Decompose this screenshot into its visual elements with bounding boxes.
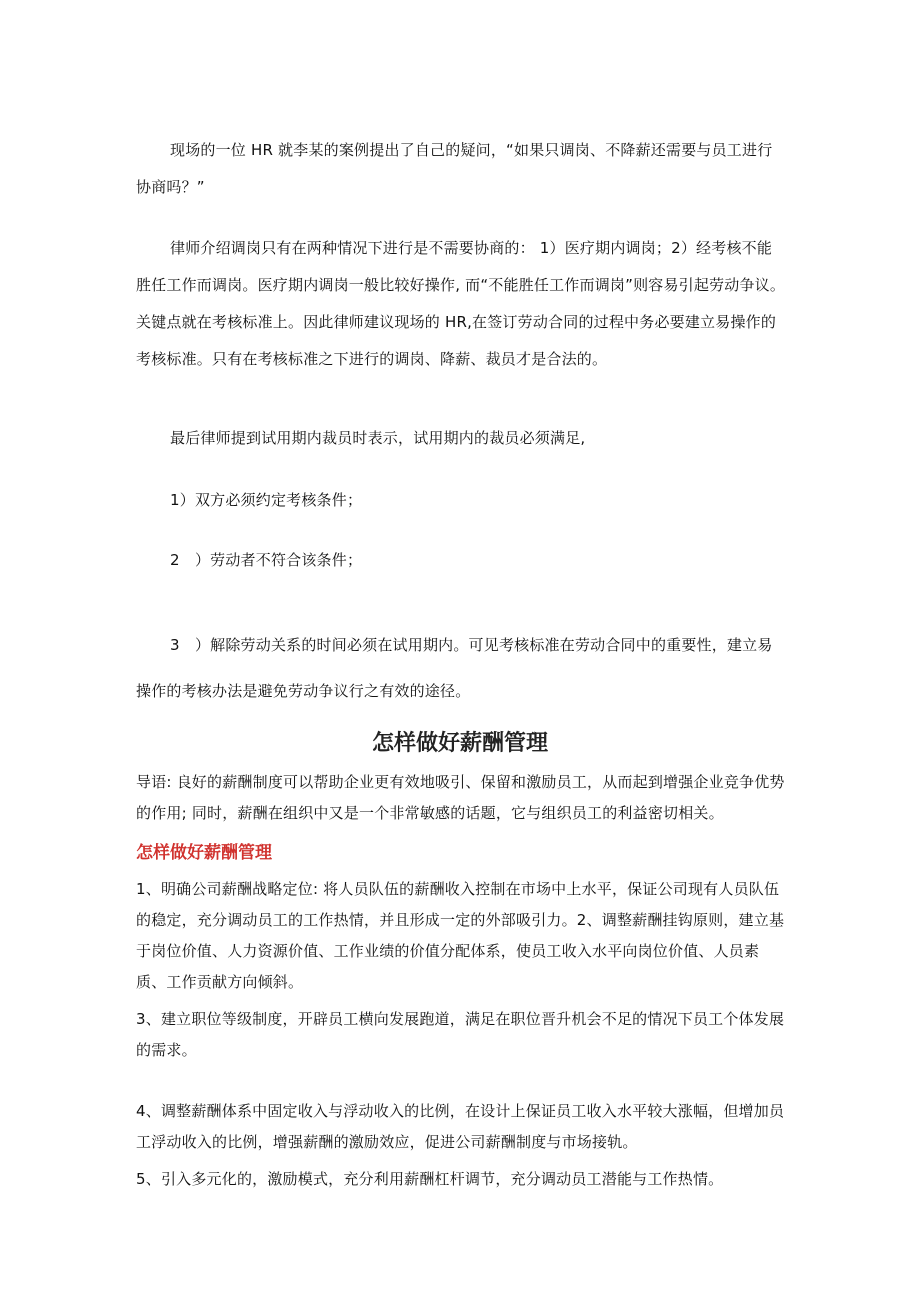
article-title: 怎样做好薪酬管理: [371, 730, 548, 756]
point-5: 5、引入多元化的，激励模式，充分利用薪酬杠杆调节，充分调动员工潜能与工作热情。: [136, 1170, 724, 1188]
point-3: 3、建立职位等级制度，开辟员工横向发展跑道，满足在职位晋升机会不足的情况下员工个体发展的需求。: [136, 1010, 785, 1059]
point-1-2: 1、明确公司薪酬战略定位: 将人员队伍的薪酬收入控制在市场中上水平，保证公司现有人员队伍的稳定，充分调动员工的工作热情，并且形成一定的外部吸引力。2、调整薪酬挂钩原则，建立基于岗位价值、人力资源价值、工作业绩的价值分配体系，使员工收入水平向岗位价值、人员素质、工作贡献方向倾斜。: [136, 880, 785, 991]
point-4: 4、调整薪酬体系中固定收入与浮动收入的比例，在设计上保证员工收入水平较大涨幅，但增加员工浮动收入的比例，增强薪酬的激励效应，促进公司薪酬制度与市场接轨。: [136, 1102, 785, 1151]
paragraph-lawyer-advice: 律师介绍调岗只有在两种情况下进行是不需要协商的： 1）医疗期内调岗；2）经考核不能胜任工作而调岗。医疗期内调岗一般比较好操作, 而“不能胜任工作而调岗”则容易引起劳动争议。关键点就在考核标准上。因此律师建议现场的 HR,在签订劳动合同的过程中务必要建立易操作的考核标准。只有在考核标准之下进行的调岗、降薪、裁员才是合法的。: [136, 239, 786, 368]
list-item-condition-2: 2 ）劳动者不符合该条件；: [170, 551, 363, 569]
article-subtitle: 怎样做好薪酬管理: [136, 843, 272, 863]
paragraph-probation-intro: 最后律师提到试用期内裁员时表示，试用期内的裁员必须满足,: [170, 429, 586, 447]
list-item-condition-1: 1）双方必须约定考核条件；: [170, 491, 363, 509]
article-intro: 导语: 良好的薪酬制度可以帮助企业更有效地吸引、保留和激励员工，从而起到增强企业竞争优势的作用; 同时，薪酬在组织中又是一个非常敏感的话题，它与组织员工的利益密切相关。: [136, 773, 785, 822]
list-item-condition-3: 3 ）解除劳动关系的时间必须在试用期内。可见考核标准在劳动合同中的重要性，建立易操作的考核办法是避免劳动争议行之有效的途径。: [136, 636, 773, 700]
paragraph-hr-question: 现场的一位 HR 就李某的案例提出了自己的疑问，“如果只调岗、不降薪还需要与员工进行协商吗？”: [136, 141, 773, 196]
